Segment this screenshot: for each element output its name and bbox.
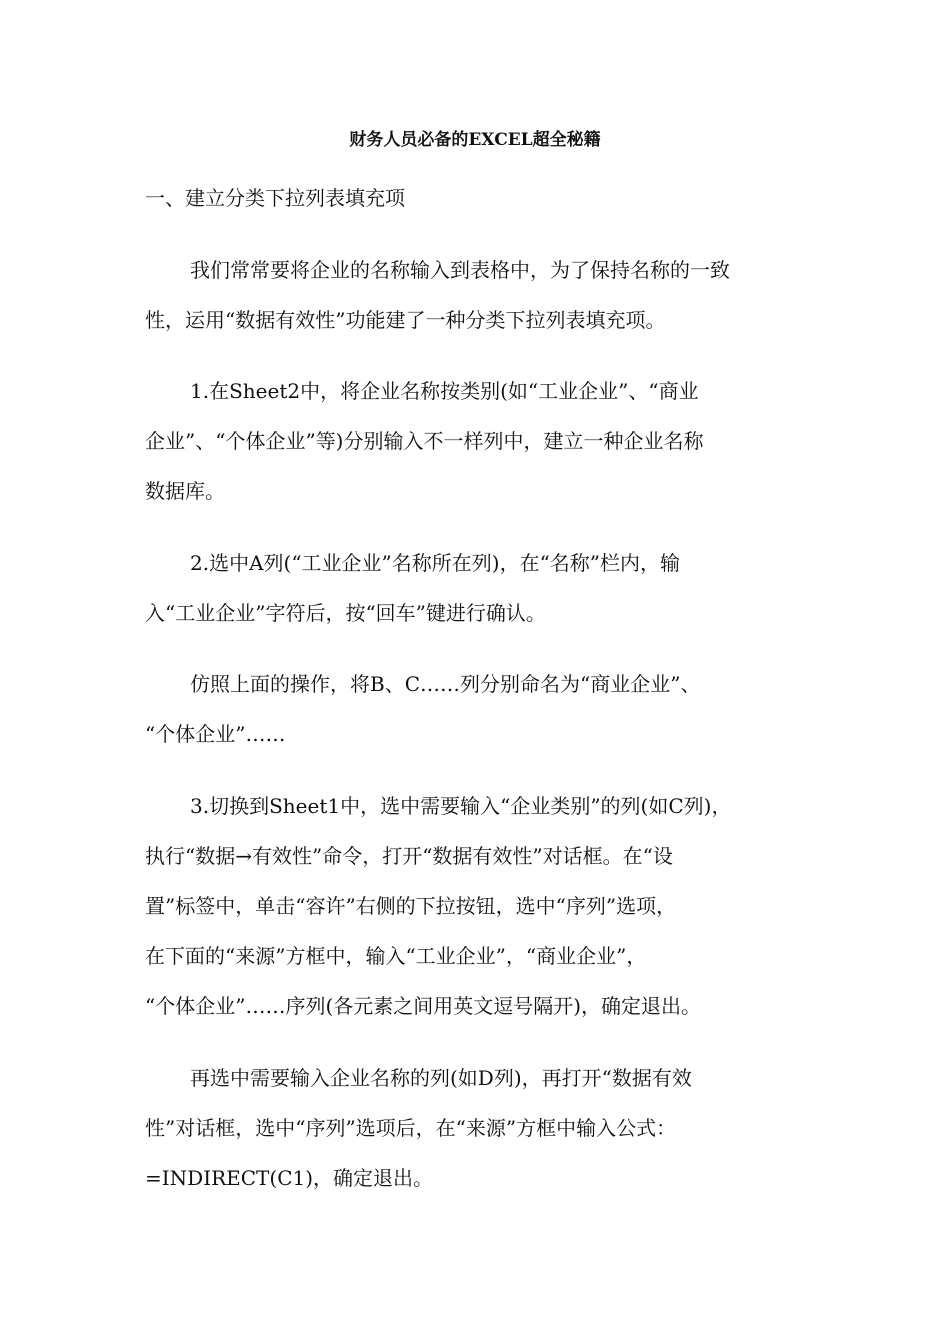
paragraph-line: 在下面的“来源”方框中，输入“工业企业”，“商业企业”，: [145, 944, 647, 968]
paragraph-line: 仿照上面的操作，将B、C……列分别命名为“商业企业”、: [190, 672, 701, 696]
paragraph-line: 入“工业企业”字符后，按“回车”键进行确认。: [145, 601, 546, 625]
paragraph-line: 置”标签中，单击“容许”右侧的下拉按钮，选中“序列”选项，: [145, 894, 677, 918]
paragraph-line: 3.切换到Sheet1中，选中需要输入“企业类别”的列(如C列)，: [190, 794, 732, 818]
paragraph-line: 2.选中A列(“工业企业”名称所在列)，在“名称”栏内，输: [190, 551, 681, 575]
paragraph-line: 我们常常要将企业的名称输入到表格中，为了保持名称的一致: [190, 258, 730, 282]
paragraph-line: “个体企业”……: [145, 722, 286, 746]
paragraph-line: “个体企业”……序列(各元素之间用英文逗号隔开)，确定退出。: [145, 994, 702, 1018]
section-heading: 一、建立分类下拉列表填充项: [145, 186, 405, 210]
document-title: 财务人员必备的EXCEL超全秘籍: [349, 130, 601, 150]
paragraph-line: 性”对话框，选中“序列”选项后，在“来源”方框中输入公式：: [145, 1116, 677, 1140]
paragraph-line: 性，运用“数据有效性”功能建了一种分类下拉列表填充项。: [145, 308, 666, 332]
paragraph-line: 1.在Sheet2中，将企业名称按类别(如“工业企业”、“商业: [190, 379, 699, 403]
paragraph-line: 企业”、“个体企业”等)分别输入不一样列中，建立一种企业名称: [145, 429, 704, 453]
paragraph-line: 再选中需要输入企业名称的列(如D列)，再打开“数据有效: [190, 1066, 692, 1090]
paragraph-line: 数据库。: [145, 479, 225, 503]
paragraph-line: =INDIRECT(C1)，确定退出。: [145, 1166, 434, 1190]
paragraph-line: 执行“数据→有效性”命令，打开“数据有效性”对话框。在“设: [145, 844, 673, 868]
